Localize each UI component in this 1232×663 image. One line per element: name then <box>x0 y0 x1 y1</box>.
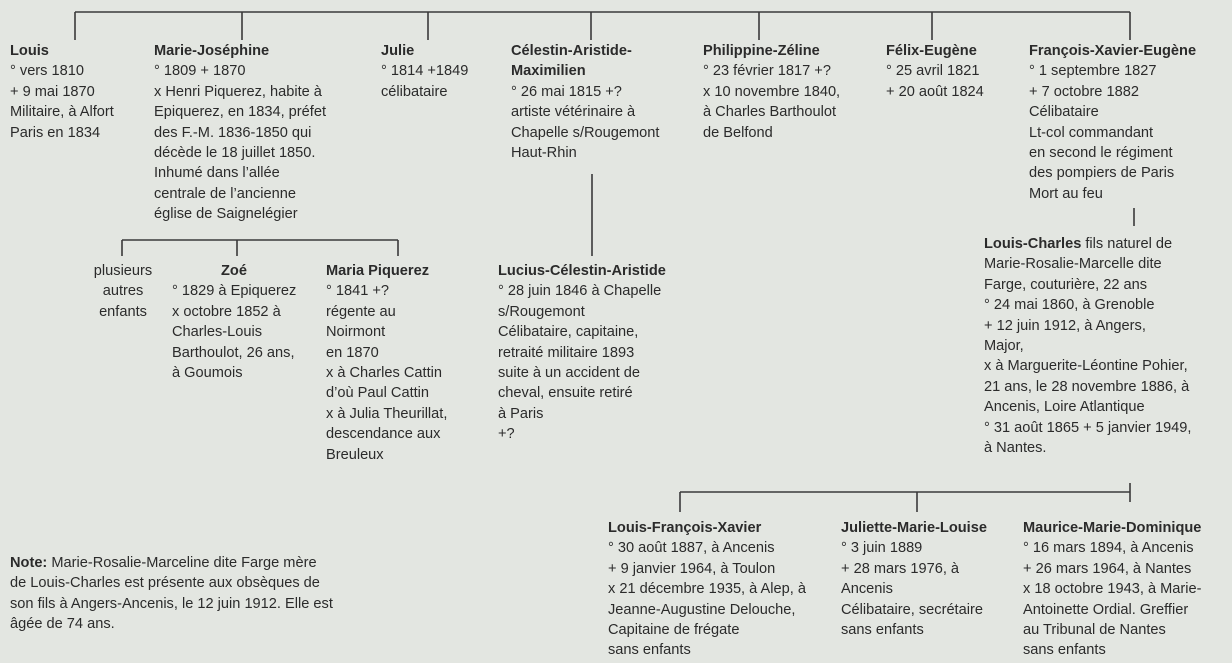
person-detail: cheval, ensuite retiré <box>498 385 633 402</box>
person-name: Juliette-Marie-Louise <box>841 520 987 536</box>
person-name: Célestin-Aristide- <box>511 43 632 59</box>
person-detail: Militaire, à Alfort <box>10 104 114 121</box>
person-name: Louis-Charles <box>984 236 1082 252</box>
footnote-first-line <box>10 553 366 573</box>
person-detail: au Tribunal de Nantes <box>1023 622 1166 639</box>
person-detail: x à Julia Theurillat, <box>326 405 448 422</box>
person-name: Maurice-Marie-Dominique <box>1023 520 1202 536</box>
person-detail: Célibataire <box>1029 104 1099 121</box>
person-philippine-zeline <box>703 41 840 143</box>
person-zoe <box>172 261 296 383</box>
person-detail: Inhumé dans l’allée <box>154 165 280 182</box>
person-detail: x 10 novembre 1840, <box>703 83 841 100</box>
person-detail: Ancenis <box>841 581 893 598</box>
person-detail: + 12 juin 1912, à Angers, <box>984 317 1146 334</box>
person-detail: des pompiers de Paris <box>1029 165 1175 182</box>
person-name: Louis-François-Xavier <box>608 520 762 536</box>
person-detail: Marie-Rosalie-Marcelle dite <box>984 256 1162 273</box>
person-detail: x octobre 1852 à <box>172 303 281 320</box>
person-detail: ° 16 mars 1894, à Ancenis <box>1023 540 1194 557</box>
person-detail: régente au <box>326 303 396 320</box>
person-heading <box>984 234 1191 254</box>
person-detail: ° 1 septembre 1827 <box>1029 63 1157 80</box>
person-detail: ° 31 août 1865 + 5 janvier 1949, <box>984 419 1192 436</box>
person-detail: ° 1809 + 1870 <box>154 63 246 80</box>
person-detail: x à Marguerite-Léontine Pohier, <box>984 358 1188 375</box>
person-plusieurs-autres-enfants <box>88 261 158 322</box>
person-name: Julie <box>381 43 415 59</box>
person-detail: d’où Paul Cattin <box>326 385 430 402</box>
person-detail: Antoinette Ordial. Greffier <box>1023 601 1189 618</box>
person-name: Félix-Eugène <box>886 43 977 59</box>
person-detail: Breuleux <box>326 446 384 463</box>
person-detail: ° 26 mai 1815 +? <box>511 83 622 100</box>
person-detail: retraité militaire 1893 <box>498 344 635 361</box>
footnote-text: Marie-Rosalie-Marceline dite Farge mère <box>47 555 317 571</box>
person-detail: +? <box>498 426 515 443</box>
person-detail: artiste vétérinaire à <box>511 104 636 121</box>
person-detail: sans enfants <box>1023 642 1106 659</box>
person-detail: Lt-col commandant <box>1029 124 1154 141</box>
person-name: Maximilien <box>511 63 586 80</box>
person-relation: fils naturel de <box>1081 236 1173 252</box>
person-detail: Mort au feu <box>1029 185 1103 202</box>
person-detail: + 9 janvier 1964, à Toulon <box>608 560 776 577</box>
person-name: Marie-Joséphine <box>154 43 270 59</box>
person-detail: à Paris <box>498 405 544 422</box>
person-detail: ° 3 juin 1889 <box>841 540 923 557</box>
person-detail: des F.-M. 1836-1850 qui <box>154 124 312 141</box>
person-detail: Charles-Louis <box>172 324 263 341</box>
person-detail: centrale de l’ancienne <box>154 185 296 202</box>
person-detail: à Goumois <box>172 365 243 382</box>
person-lucius-celestin-aristide <box>498 261 666 445</box>
person-detail: descendance aux <box>326 426 441 443</box>
person-detail: + 20 août 1824 <box>886 83 984 100</box>
person-detail: de Belfond <box>703 124 773 141</box>
person-name: Philippine-Zéline <box>703 43 820 59</box>
person-detail: s/Rougemont <box>498 303 585 320</box>
person-detail: église de Saignelégier <box>154 206 298 223</box>
person-detail: x 21 décembre 1935, à Alep, à <box>608 581 806 598</box>
footnote-text: âgée de 74 ans. <box>10 616 115 633</box>
person-marie-josephine <box>154 41 326 225</box>
person-detail: autres <box>102 283 144 300</box>
person-detail: ° 1814 +1849 <box>381 63 469 80</box>
person-detail: + 28 mars 1976, à <box>841 560 960 577</box>
person-detail: Célibataire, secrétaire <box>841 601 983 618</box>
person-julie <box>381 41 468 102</box>
person-detail: Jeanne-Augustine Delouche, <box>608 601 796 618</box>
person-felix-eugene <box>886 41 984 102</box>
person-detail: ° vers 1810 <box>10 63 84 80</box>
footnote-label: Note: <box>10 555 48 571</box>
person-detail: célibataire <box>381 83 448 100</box>
person-detail: en 1870 <box>326 344 379 361</box>
person-maria-piquerez <box>326 261 447 465</box>
person-louis <box>10 41 114 143</box>
person-detail: ° 1829 à Epiquerez <box>172 283 297 300</box>
person-detail: suite à un accident de <box>498 365 640 382</box>
person-detail: Célibataire, capitaine, <box>498 324 639 341</box>
footnote <box>10 553 366 635</box>
person-detail: Epiquerez, en 1834, préfet <box>154 104 327 121</box>
person-celestin-aristide-maximilien <box>511 41 659 163</box>
person-detail: + 7 octobre 1882 <box>1029 83 1139 100</box>
person-detail: en second le régiment <box>1029 145 1173 162</box>
person-detail: Haut-Rhin <box>511 145 577 162</box>
person-louis-charles <box>984 234 1191 458</box>
person-name: Maria Piquerez <box>326 263 430 279</box>
person-detail: décède le 18 juillet 1850. <box>154 145 316 162</box>
person-detail: ° 28 juin 1846 à Chapelle <box>498 283 662 300</box>
person-detail: Noirmont <box>326 324 386 341</box>
person-detail: ° 24 mai 1860, à Grenoble <box>984 297 1155 314</box>
person-detail: Farge, couturière, 22 ans <box>984 276 1148 293</box>
person-detail: x à Charles Cattin <box>326 365 442 382</box>
person-detail: ° 23 février 1817 +? <box>703 63 831 80</box>
person-detail: 21 ans, le 28 novembre 1886, à <box>984 378 1190 395</box>
person-detail: à Charles Barthoulot <box>703 104 837 121</box>
person-detail: Barthoulot, 26 ans, <box>172 344 295 361</box>
footnote-text: de Louis-Charles est présente aux obsèques de <box>10 575 320 592</box>
person-detail: ° 25 avril 1821 <box>886 63 980 80</box>
person-juliette-marie-louise <box>841 518 987 640</box>
person-maurice-marie-dominique <box>1023 518 1201 661</box>
person-detail: x 18 octobre 1943, à Marie- <box>1023 581 1202 598</box>
person-detail: + 9 mai 1870 <box>10 83 95 100</box>
person-name: François-Xavier-Eugène <box>1029 43 1197 59</box>
person-detail: Major, <box>984 338 1024 355</box>
person-detail: Ancenis, Loire Atlantique <box>984 399 1145 416</box>
person-detail: sans enfants <box>841 622 924 639</box>
person-name: Louis <box>10 43 49 59</box>
person-detail: ° 30 août 1887, à Ancenis <box>608 540 775 557</box>
person-detail: + 26 mars 1964, à Nantes <box>1023 560 1192 577</box>
person-louis-francois-xavier <box>608 518 806 661</box>
person-detail: à Nantes. <box>984 440 1047 457</box>
person-detail: Paris en 1834 <box>10 124 101 141</box>
person-detail: plusieurs <box>93 263 153 279</box>
person-detail: ° 1841 +? <box>326 283 390 300</box>
person-name: Zoé <box>221 263 247 279</box>
person-francois-xavier-eugene <box>1029 41 1196 204</box>
footnote-text: son fils à Angers-Ancenis, le 12 juin 1912. Elle est <box>10 595 333 612</box>
person-detail: x Henri Piquerez, habite à <box>154 83 322 100</box>
person-name: Lucius-Célestin-Aristide <box>498 263 666 279</box>
person-detail: Chapelle s/Rougemont <box>511 124 660 141</box>
person-detail: sans enfants <box>608 642 691 659</box>
person-detail: Capitaine de frégate <box>608 622 740 639</box>
person-detail: enfants <box>99 303 147 320</box>
